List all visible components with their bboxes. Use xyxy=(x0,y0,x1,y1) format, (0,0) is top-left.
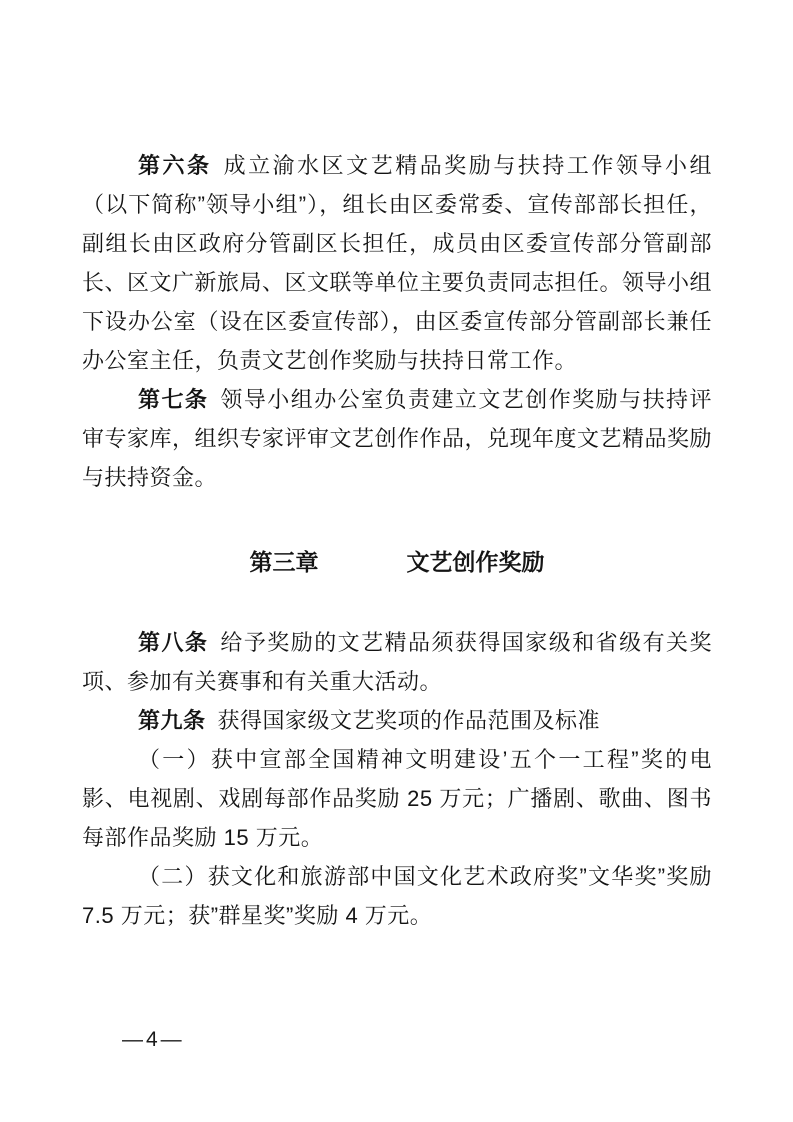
paragraph xyxy=(82,701,712,740)
article-number-label: 第七条 xyxy=(138,387,209,412)
paragraph-text: 成立渝水区文艺精品奖励与扶持工作领导小组（以下简称”领导小组”），组长由区委常委、宣传部部长担任，副组长由区政府分管副区长担任，成员由区委宣传部分管副部长、区文广新旅局、区文联等单位主要负责同志担任。领导小组下设办公室（设在区委宣传部），由区委宣传部分管副部长兼任办公室主任，负责文艺创作奖励与扶持日常工作。 xyxy=(82,153,713,373)
paragraph xyxy=(82,146,712,380)
article-number-label: 第九条 xyxy=(138,708,206,733)
page-number: —4— xyxy=(122,1028,185,1051)
paragraph-text: （二）获文化和旅游部中国文化艺术政府奖”文华奖”奖励 7.5 万元；获”群星奖”奖励 4 万元。 xyxy=(82,864,712,928)
paragraph-text: 给予奖励的文艺精品须获得国家级和省级有关奖项、参加有关赛事和有关重大活动。 xyxy=(82,630,712,694)
paragraph xyxy=(82,380,712,497)
paragraph-text: （一）获中宣部全国精神文明建设’五个一工程”奖的电影、电视剧、戏剧每部作品奖励 25 万元；广播剧、歌曲、图书每部作品奖励 15 万元。 xyxy=(82,747,712,850)
chapter-heading-part: 文艺创作奖励 xyxy=(406,549,545,575)
paragraph-text: 获得国家级文艺奖项的作品范围及标准 xyxy=(217,708,601,733)
article-number-label: 第六条 xyxy=(138,153,212,178)
chapter-heading xyxy=(82,543,712,582)
chapter-heading-part: 第三章 xyxy=(249,549,319,575)
paragraph xyxy=(82,623,712,701)
article-number-label: 第八条 xyxy=(138,630,209,655)
paragraph xyxy=(82,857,712,935)
paragraph-text: 领导小组办公室负责建立文艺创作奖励与扶持评审专家库，组织专家评审文艺创作作品，兑现年度文艺精品奖励与扶持资金。 xyxy=(82,387,713,490)
paragraph xyxy=(82,740,712,857)
document-content xyxy=(82,146,712,935)
